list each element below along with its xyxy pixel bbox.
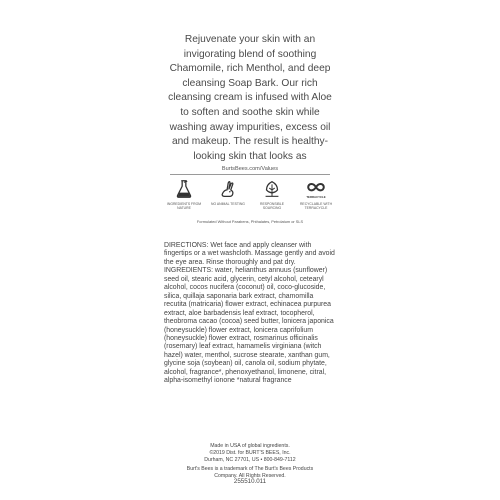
distributor-text: ©2019 Dist. for BURT'S BEES, Inc.	[209, 450, 291, 457]
flask-icon	[173, 178, 195, 200]
value-label: RECYCLABLE WITH TERRACYCLE	[299, 202, 333, 211]
value-ingredients-from-nature	[162, 178, 206, 210]
value-label: NO ANIMAL TESTING	[211, 202, 245, 206]
terracycle-icon	[305, 178, 327, 200]
value-label: INGREDIENTS FROM NATURE	[166, 202, 202, 211]
origin-text: Made in USA of global ingredients.	[210, 443, 290, 449]
directions-text: DIRECTIONS: Wet face and apply cleanser with fingertips or a wet washcloth. Massage gently and avoid the eye area. Rinse thoroughly and pat dry.	[164, 242, 335, 266]
ingredients-text: INGREDIENTS: water, helianthus annuus (sunflower) seed oil, stearic acid, glycerin, cetyl alcohol, cetearyl alcohol, cocos nucifera (coconut) oil, coco-glucoside, silica, quillaja saponaria bark extract, chamomilla recutita (matricaria) flower extract, echinacea purpurea extract, aloe barbadensis leaf extract, tocopherol, theobroma cacao (cocoa) seed butter, lonicera japonica (honeysuckle) flower extract, lonicera caprifolium (honeysuckle) flower extract, rosmarinus officinalis (rosemary) leaf extract, hamamelis virginiana (witch hazel) water, menthol, sucrose stearate, xanthan gum, glycine soja (soybean) oil, canola oil, sodium phytate, alcohol, fragrance*, phenoxyethanol, limonene, citral, alpha-isomethyl ionone *natural fragrance	[164, 267, 334, 385]
leaf-icon	[261, 178, 283, 200]
address-text: Durham, NC 27701, US • 800-849-7112	[204, 457, 296, 464]
terracycle-brand-text: TERRACYCLE	[306, 195, 326, 200]
directions-and-ingredients	[164, 242, 336, 386]
value-responsible-sourcing	[250, 178, 294, 210]
values-icon-row	[162, 178, 338, 210]
product-label-panel	[162, 0, 338, 500]
value-no-animal-testing	[206, 178, 250, 210]
bunny-icon	[217, 178, 239, 200]
product-code: 255510.011	[233, 478, 267, 485]
values-divider	[170, 174, 330, 175]
value-label: RESPONSIBLE SOURCING	[260, 202, 284, 211]
value-recyclable-terracycle	[294, 178, 338, 210]
formulation-note: Formulated Without Parabens, Phthalates, Petrolatum or SLS	[196, 219, 304, 224]
product-description: Rejuvenate your skin with an invigorating blend of soothing Chamomile, rich Menthol, and deep cleansing Soap Bark. Our rich cleansing cream is infused with Aloe to soften and soothe skin while washing away impurities, excess oil and makeup. The result is healthy-looking skin that looks as	[168, 34, 332, 162]
values-url: BurtsBees.com/Values	[221, 166, 279, 172]
trademark-text: Burt's Bees is a trademark of The Burt's Bees Products Company. All Rights Reserved.	[186, 465, 314, 479]
manufacturer-info	[180, 443, 320, 480]
